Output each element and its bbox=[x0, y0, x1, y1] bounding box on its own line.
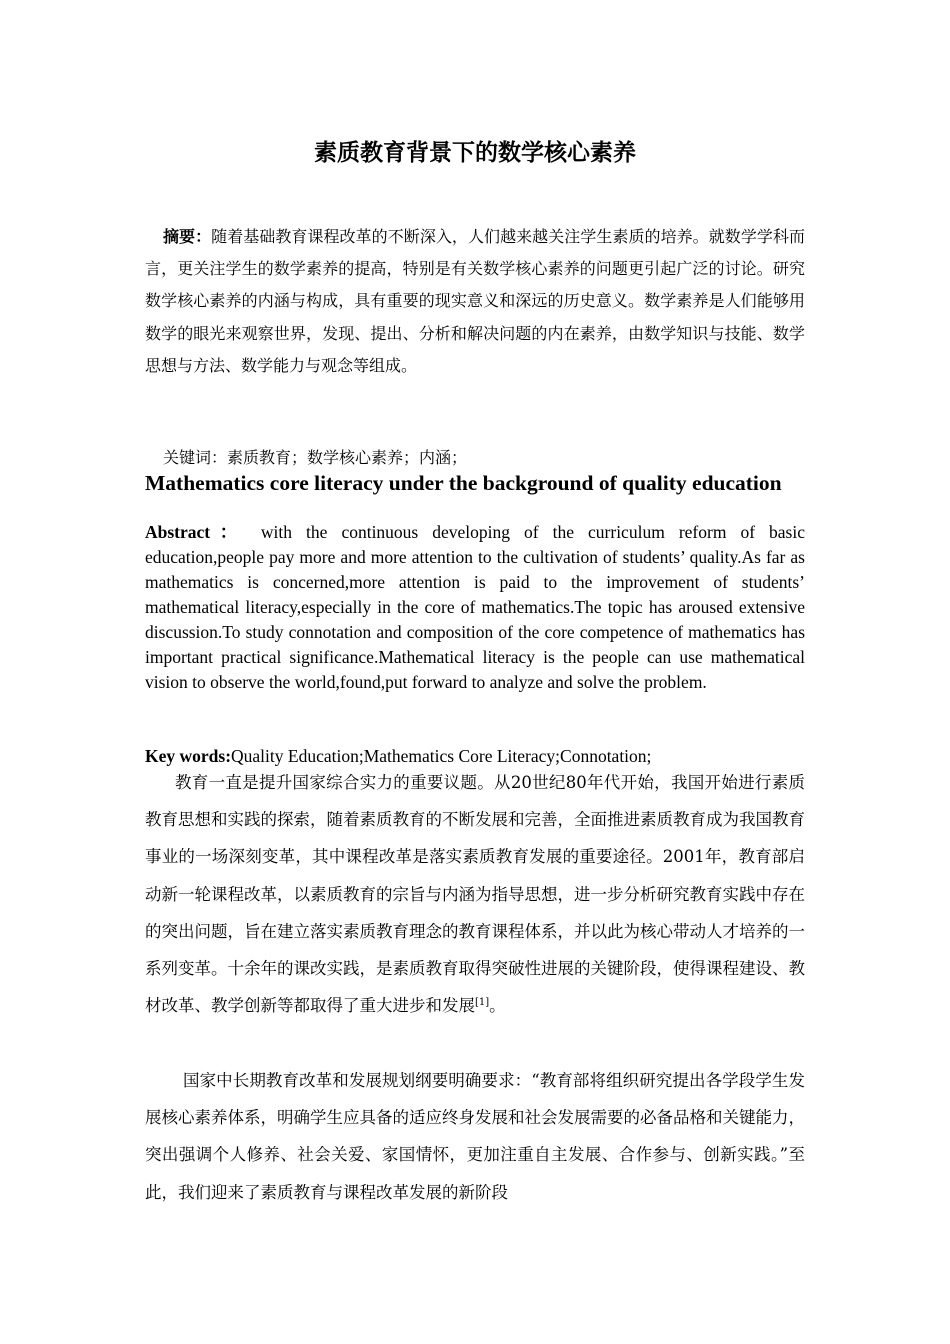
english-keywords-label: Key words: bbox=[145, 746, 232, 766]
chinese-title: 素质教育背景下的数学核心素养 bbox=[314, 140, 636, 166]
chinese-keywords-text: ：素质教育；数学核心素养；内涵； bbox=[211, 448, 468, 467]
paragraph-tail: 。 bbox=[489, 996, 506, 1016]
chinese-abstract-label: 摘要： bbox=[163, 227, 212, 246]
citation-reference[interactable]: [1] bbox=[475, 997, 490, 1009]
english-abstract-label: Abstract： bbox=[145, 522, 247, 542]
paragraph-text: 国家中长期教育改革和发展规划纲要明确要求：“教育部将组织研究提出各学段学生发展核心素养体系，明确学生应具备的适应终身发展和社会发展需要的必备品格和关键能力，突出强调个人修养、社会关爱、家国情怀，更加注重自主发展、合作参与、创新实践。”至此，我们迎来了素质教育与课程改革发展的新阶段 bbox=[145, 1071, 805, 1202]
english-keywords-text: Quality Education;Mathematics Core Literacy;Connotation; bbox=[231, 746, 652, 766]
chinese-keywords-label: 关键词 bbox=[163, 448, 212, 467]
english-abstract bbox=[145, 520, 805, 695]
chinese-abstract-text: 随着基础教育课程改革的不断深入，人们越来越关注学生素质的培养。就数学学科而言，更关注学生的数学素养的提高，特别是有关数学核心素养的问题更引起广泛的讨论。研究数学核心素养的内涵与构成，具有重要的现实意义和深远的历史意义。数学素养是人们能够用数学的眼光来观察世界，发现、提出、分析和解决问题的内在素养，由数学知识与技能、数学思想与方法、数学能力与观念等组成。 bbox=[145, 227, 805, 375]
body-paragraph-1 bbox=[145, 764, 805, 1024]
body-paragraph-2 bbox=[145, 1062, 805, 1211]
english-title: Mathematics core literacy under the background of quality education bbox=[145, 471, 782, 495]
english-abstract-text: with the continuous developing of the curriculum reform of basic education,people pay more and more attention to the cultivation of students’ quality.As far as mathematics is concerned,more attention is paid to the improvement of students’ mathematical literacy,especially in the core of mathematics.The topic has aroused extensive discussion.To study connotation and composition of the core competence of mathematics has important practical significance.Mathematical literacy is the people can use mathematical vision to observe the world,found,put forward to analyze and solve the problem. bbox=[145, 522, 805, 692]
paragraph-text: 教育一直是提升国家综合实力的重要议题。从20世纪80年代开始，我国开始进行素质教育思想和实践的探索，随着素质教育的不断发展和完善，全面推进素质教育成为我国教育事业的一场深刻变革，其中课程改革是落实素质教育发展的重要途径。2001年，教育部启动新一轮课程改革，以素质教育的宗旨与内涵为指导思想，进一步分析研究教育实践中存在的突出问题，旨在建立落实素质教育理念的教育课程体系，并以此为核心带动人才培养的一系列变革。十余年的课改实践，是素质教育取得突破性进展的关键阶段，使得课程建设、教材改革、教学创新等都取得了重大进步和发展 bbox=[145, 773, 805, 1016]
chinese-abstract bbox=[145, 221, 805, 382]
